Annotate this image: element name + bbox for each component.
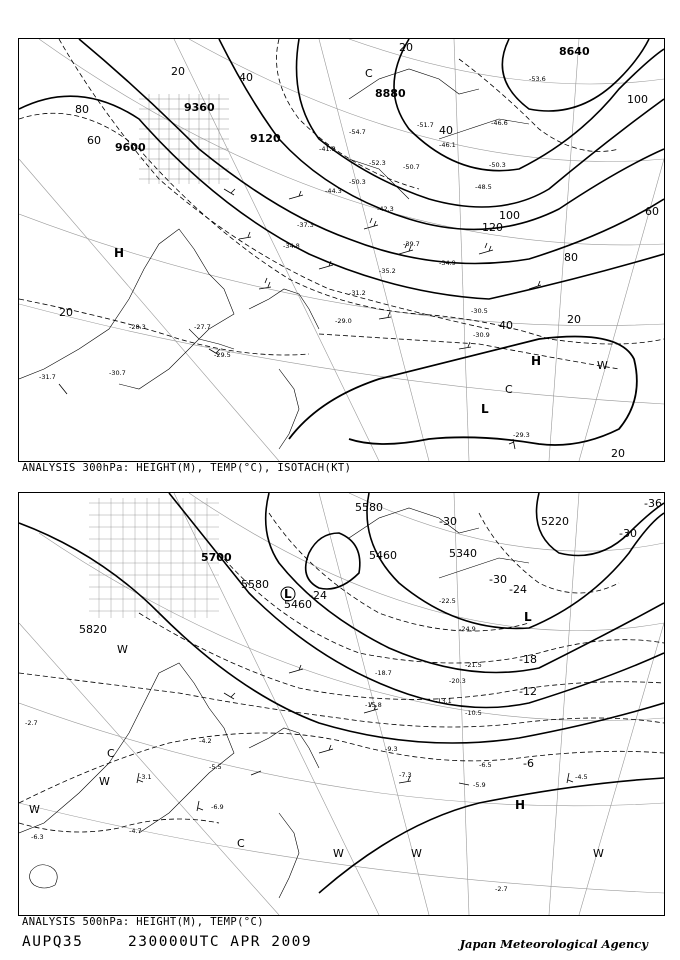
isotach-label-80b: 80 — [564, 251, 578, 264]
temp-label: -27.7 — [194, 323, 211, 331]
caption-500hpa: ANALYSIS 500hPa: HEIGHT(M), TEMP(°C) — [22, 916, 264, 928]
temp-label: -50.7 — [403, 163, 420, 171]
station-label: -2.7 — [25, 719, 38, 727]
station-label: -24.9 — [459, 625, 476, 633]
temp-label: -39.7 — [403, 240, 420, 248]
system-high-west: H — [114, 246, 125, 260]
height-label-8880: 8880 — [375, 87, 406, 100]
isotach-label-100a: 100 — [627, 93, 648, 106]
temp-contour-label: -24 — [509, 583, 527, 596]
isotach-label-100b: 100 — [499, 209, 520, 222]
system-cold-west: C — [107, 747, 115, 760]
height-label-5580b: 5580 — [355, 501, 383, 514]
station-label: -18.7 — [375, 669, 392, 677]
height-label-5700: 5700 — [201, 551, 232, 564]
system-low-center: L — [284, 587, 292, 601]
temp-label: -52.3 — [369, 159, 386, 167]
system-warm-southwest: W — [29, 803, 40, 816]
station-label: -15.8 — [365, 701, 382, 709]
height-label-5220: 5220 — [541, 515, 569, 528]
temp-contour-label: -6 — [523, 757, 534, 770]
temp-label: -31.7 — [39, 373, 56, 381]
isotach-label-120a: 120 — [482, 221, 503, 234]
isotach-label-20b: 20 — [171, 65, 185, 78]
hatched-area-500 — [89, 498, 219, 618]
height-contours-500 — [19, 493, 664, 893]
station-label: -3.1 — [139, 773, 152, 781]
analysis-500hpa-map — [18, 492, 665, 916]
system-low-southeast: L — [481, 402, 489, 416]
temperature-contours-500 — [19, 513, 664, 832]
temp-label: -35.2 — [379, 267, 396, 275]
system-high-south: H — [515, 798, 526, 812]
isotach-label-40a: 40 — [239, 71, 253, 84]
temp-label: -46.1 — [439, 141, 456, 149]
station-label: -21.5 — [465, 661, 482, 669]
temp-contour-label: -18 — [519, 653, 537, 666]
temp-label: -50.3 — [489, 161, 506, 169]
temp-label: -30.5 — [471, 307, 488, 315]
temp-label: -41.3 — [319, 145, 336, 153]
height-label-9600: 9600 — [115, 141, 146, 154]
isotach-label-20e: 20 — [611, 447, 625, 460]
isotach-label-20d: 20 — [567, 313, 581, 326]
height-label-9120: 9120 — [250, 132, 281, 145]
station-label: -9.3 — [385, 745, 398, 753]
isotach-label-20a: 20 — [399, 41, 413, 54]
map-500hpa-svg — [19, 493, 664, 915]
system-warm-south-2: W — [411, 847, 422, 860]
station-label: -10.5 — [465, 709, 482, 717]
station-label: -4.5 — [575, 773, 588, 781]
station-label: -6.5 — [479, 761, 492, 769]
temp-label: -30.7 — [109, 369, 126, 377]
station-label: -13.1 — [435, 697, 452, 705]
temp-label: -48.5 — [475, 183, 492, 191]
temp-contour-label: -24 — [309, 589, 327, 602]
temp-label: -29.5 — [214, 351, 231, 359]
height-label-5820: 5820 — [79, 623, 107, 636]
valid-time: 230000UTC APR 2009 — [128, 934, 313, 950]
temp-label: -44.3 — [325, 187, 342, 195]
isotach-label-60b: 60 — [645, 205, 659, 218]
height-label-5460a: 5460 — [284, 598, 312, 611]
temp-contour-label: -12 — [519, 685, 537, 698]
system-cold-southeast: C — [505, 383, 513, 396]
system-cold-southwest: C — [237, 837, 245, 850]
height-label-8640: 8640 — [559, 45, 590, 58]
map-300hpa-svg — [19, 39, 664, 461]
system-warm-south-3: W — [593, 847, 604, 860]
station-label: -22.5 — [439, 597, 456, 605]
station-label: -5.5 — [209, 763, 222, 771]
isotach-label-20c: 20 — [59, 306, 73, 319]
station-label: -6.3 — [31, 833, 44, 841]
station-label: -2.7 — [495, 885, 508, 893]
agency-credit: Japan Meteorological Agency — [459, 937, 648, 951]
jet-contour-300 — [289, 337, 637, 446]
temp-label: -29.0 — [335, 317, 352, 325]
analysis-300hpa-map — [18, 38, 665, 462]
temp-label: -29.3 — [513, 431, 530, 439]
caption-300hpa: ANALYSIS 300hPa: HEIGHT(M), TEMP(°C), ISOTACH(KT) — [22, 462, 352, 474]
temp-label: -54.7 — [349, 128, 366, 136]
system-warm-east: W — [597, 359, 608, 372]
station-label: -20.3 — [449, 677, 466, 685]
system-cold-north: C — [365, 67, 373, 80]
temp-label: -37.3 — [297, 221, 314, 229]
temp-label: -42.3 — [377, 205, 394, 213]
height-label-5580a: 5580 — [241, 578, 269, 591]
system-low-east: L — [524, 610, 532, 624]
temp-contour-label: -30 — [489, 573, 507, 586]
temp-label: -34.8 — [283, 242, 300, 250]
height-label-5460b: 5460 — [369, 549, 397, 562]
system-high-east: H — [531, 354, 542, 368]
isotach-label-60a: 60 — [87, 134, 101, 147]
temp-contour-label: -36 — [644, 497, 662, 510]
temp-contour-label: -30 — [619, 527, 637, 540]
chart-code: AUPQ35 — [22, 934, 84, 950]
temp-label: -28.3 — [129, 323, 146, 331]
station-label: -4.2 — [199, 737, 212, 745]
isotach-label-40c: 40 — [439, 124, 453, 137]
station-label: -5.9 — [473, 781, 486, 789]
system-warm-west: W — [117, 643, 128, 656]
height-label-5340: 5340 — [449, 547, 477, 560]
temp-label: -34.9 — [439, 259, 456, 267]
temp-label: -46.6 — [491, 119, 508, 127]
temp-contour-label: -30 — [439, 515, 457, 528]
station-label: -7.3 — [399, 771, 412, 779]
temp-label: -50.3 — [349, 178, 366, 186]
height-label-9360: 9360 — [184, 101, 215, 114]
temp-label: -51.7 — [417, 121, 434, 129]
station-label: -4.7 — [129, 827, 142, 835]
system-warm-south-1: W — [333, 847, 344, 860]
temp-label: -31.2 — [349, 289, 366, 297]
system-warm-west-2: W — [99, 775, 110, 788]
temp-label: -53.6 — [529, 75, 546, 83]
station-label: -6.9 — [211, 803, 224, 811]
temp-label: -30.9 — [473, 331, 490, 339]
isotach-label-80a: 80 — [75, 103, 89, 116]
isotach-label-40b: 40 — [499, 319, 513, 332]
